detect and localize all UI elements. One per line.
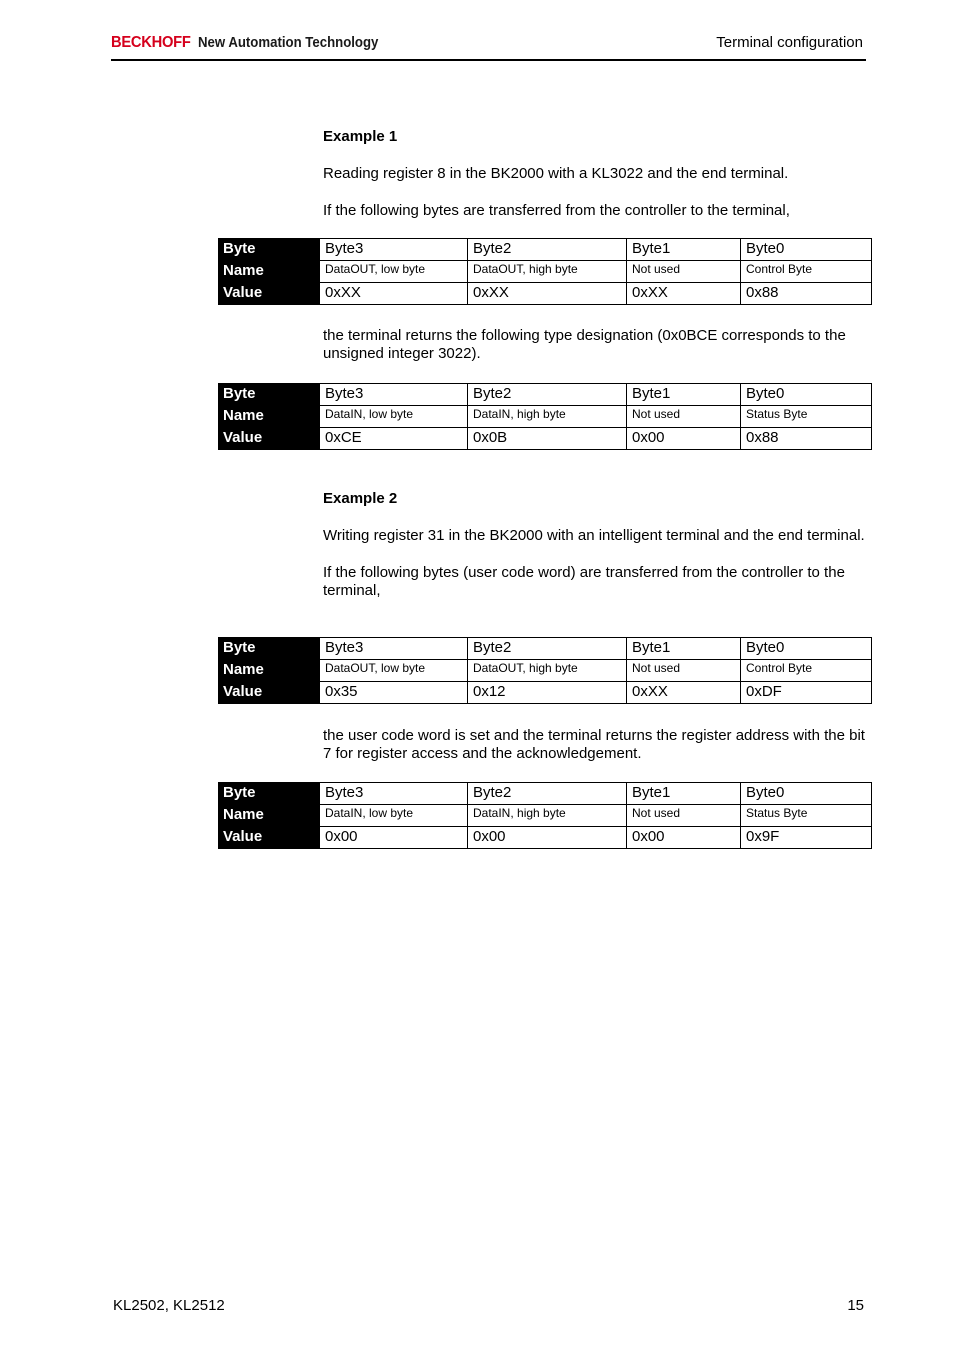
table-row-name bbox=[217, 660, 872, 682]
value-cell: 0x12 bbox=[468, 682, 627, 704]
table-row-value bbox=[217, 827, 872, 849]
byte-table-3 bbox=[215, 637, 872, 704]
table-row-value bbox=[217, 283, 872, 305]
byte-cell: Byte3 bbox=[320, 239, 468, 261]
byte-cell: Byte1 bbox=[627, 239, 741, 261]
example-2-section bbox=[323, 490, 868, 600]
logo-brand: BECKHOFF bbox=[111, 34, 191, 51]
value-cell: 0xXX bbox=[468, 283, 627, 305]
example-1-section bbox=[323, 128, 868, 220]
table-row-name bbox=[217, 805, 872, 827]
page-number: 15 bbox=[847, 1297, 864, 1314]
byte-table-1 bbox=[215, 238, 872, 305]
value-cell: 0x00 bbox=[627, 428, 741, 450]
row-label-name: Name bbox=[217, 261, 320, 283]
byte-table-2 bbox=[215, 383, 872, 450]
table-row-byte bbox=[217, 239, 872, 261]
byte-cell: Byte2 bbox=[468, 638, 627, 660]
name-cell: Status Byte bbox=[741, 805, 872, 827]
value-cell: 0x88 bbox=[741, 428, 872, 450]
name-cell: DataIN, low byte bbox=[320, 805, 468, 827]
value-cell: 0x35 bbox=[320, 682, 468, 704]
example-1-return bbox=[323, 327, 868, 363]
row-label-byte: Byte bbox=[217, 384, 320, 406]
page-header bbox=[111, 30, 866, 61]
name-cell: DataOUT, low byte bbox=[320, 660, 468, 682]
row-label-value: Value bbox=[217, 827, 320, 849]
name-cell: Not used bbox=[627, 261, 741, 283]
example-1-heading: Example 1 bbox=[323, 128, 398, 145]
table-row-name bbox=[217, 261, 872, 283]
byte-cell: Byte3 bbox=[320, 638, 468, 660]
name-cell: DataIN, high byte bbox=[468, 406, 627, 428]
example-2-heading: Example 2 bbox=[323, 490, 398, 507]
table-row-value bbox=[217, 682, 872, 704]
byte-cell: Byte1 bbox=[627, 384, 741, 406]
logo-tagline: New Automation Technology bbox=[197, 34, 379, 51]
name-cell: Control Byte bbox=[741, 660, 872, 682]
byte-cell: Byte0 bbox=[741, 783, 872, 805]
value-cell: 0x9F bbox=[741, 827, 872, 849]
name-cell: Not used bbox=[627, 805, 741, 827]
example-2-return bbox=[323, 727, 868, 763]
row-label-name: Name bbox=[217, 660, 320, 682]
example-1-sent-text: If the following bytes are transferred from the controller to the terminal, bbox=[323, 202, 790, 219]
row-label-value: Value bbox=[217, 283, 320, 305]
name-cell: Not used bbox=[627, 406, 741, 428]
row-label-value: Value bbox=[217, 682, 320, 704]
section-title: Terminal configuration bbox=[716, 34, 863, 51]
row-label-byte: Byte bbox=[217, 638, 320, 660]
byte-table-4 bbox=[215, 782, 872, 849]
example-1-return-text: the terminal returns the following type designation (0x0BCE corresponds to the unsigned integer 3022). bbox=[323, 327, 846, 362]
byte-cell: Byte3 bbox=[320, 783, 468, 805]
table-row-name bbox=[217, 406, 872, 428]
byte-cell: Byte0 bbox=[741, 384, 872, 406]
name-cell: Status Byte bbox=[741, 406, 872, 428]
value-cell: 0xXX bbox=[627, 682, 741, 704]
footer-product: KL2502, KL2512 bbox=[113, 1297, 225, 1314]
byte-cell: Byte0 bbox=[741, 638, 872, 660]
row-label-value: Value bbox=[217, 428, 320, 450]
row-label-name: Name bbox=[217, 406, 320, 428]
example-2-return-text: the user code word is set and the terminal returns the register address with the bit 7 for register access and the acknowledgement. bbox=[323, 727, 865, 762]
byte-cell: Byte3 bbox=[320, 384, 468, 406]
row-label-byte: Byte bbox=[217, 239, 320, 261]
table-row-value bbox=[217, 428, 872, 450]
name-cell: DataIN, low byte bbox=[320, 406, 468, 428]
value-cell: 0xDF bbox=[741, 682, 872, 704]
example-1-intro: Reading register 8 in the BK2000 with a KL3022 and the end terminal. bbox=[323, 165, 789, 182]
beckhoff-logo bbox=[111, 34, 403, 52]
value-cell: 0x88 bbox=[741, 283, 872, 305]
table-row-byte bbox=[217, 384, 872, 406]
row-label-name: Name bbox=[217, 805, 320, 827]
name-cell: DataOUT, low byte bbox=[320, 261, 468, 283]
byte-cell: Byte0 bbox=[741, 239, 872, 261]
value-cell: 0x00 bbox=[468, 827, 627, 849]
value-cell: 0x00 bbox=[627, 827, 741, 849]
row-label-byte: Byte bbox=[217, 783, 320, 805]
byte-cell: Byte2 bbox=[468, 239, 627, 261]
name-cell: DataOUT, high byte bbox=[468, 660, 627, 682]
table-row-byte bbox=[217, 638, 872, 660]
example-2-sent-text: If the following bytes (user code word) are transferred from the controller to the terminal, bbox=[323, 564, 845, 599]
byte-cell: Byte1 bbox=[627, 783, 741, 805]
name-cell: DataOUT, high byte bbox=[468, 261, 627, 283]
byte-cell: Byte1 bbox=[627, 638, 741, 660]
value-cell: 0x00 bbox=[320, 827, 468, 849]
table-row-byte bbox=[217, 783, 872, 805]
name-cell: Control Byte bbox=[741, 261, 872, 283]
name-cell: DataIN, high byte bbox=[468, 805, 627, 827]
value-cell: 0xCE bbox=[320, 428, 468, 450]
value-cell: 0x0B bbox=[468, 428, 627, 450]
value-cell: 0xXX bbox=[627, 283, 741, 305]
byte-cell: Byte2 bbox=[468, 783, 627, 805]
name-cell: Not used bbox=[627, 660, 741, 682]
value-cell: 0xXX bbox=[320, 283, 468, 305]
example-2-intro: Writing register 31 in the BK2000 with an intelligent terminal and the end terminal. bbox=[323, 527, 865, 544]
byte-cell: Byte2 bbox=[468, 384, 627, 406]
